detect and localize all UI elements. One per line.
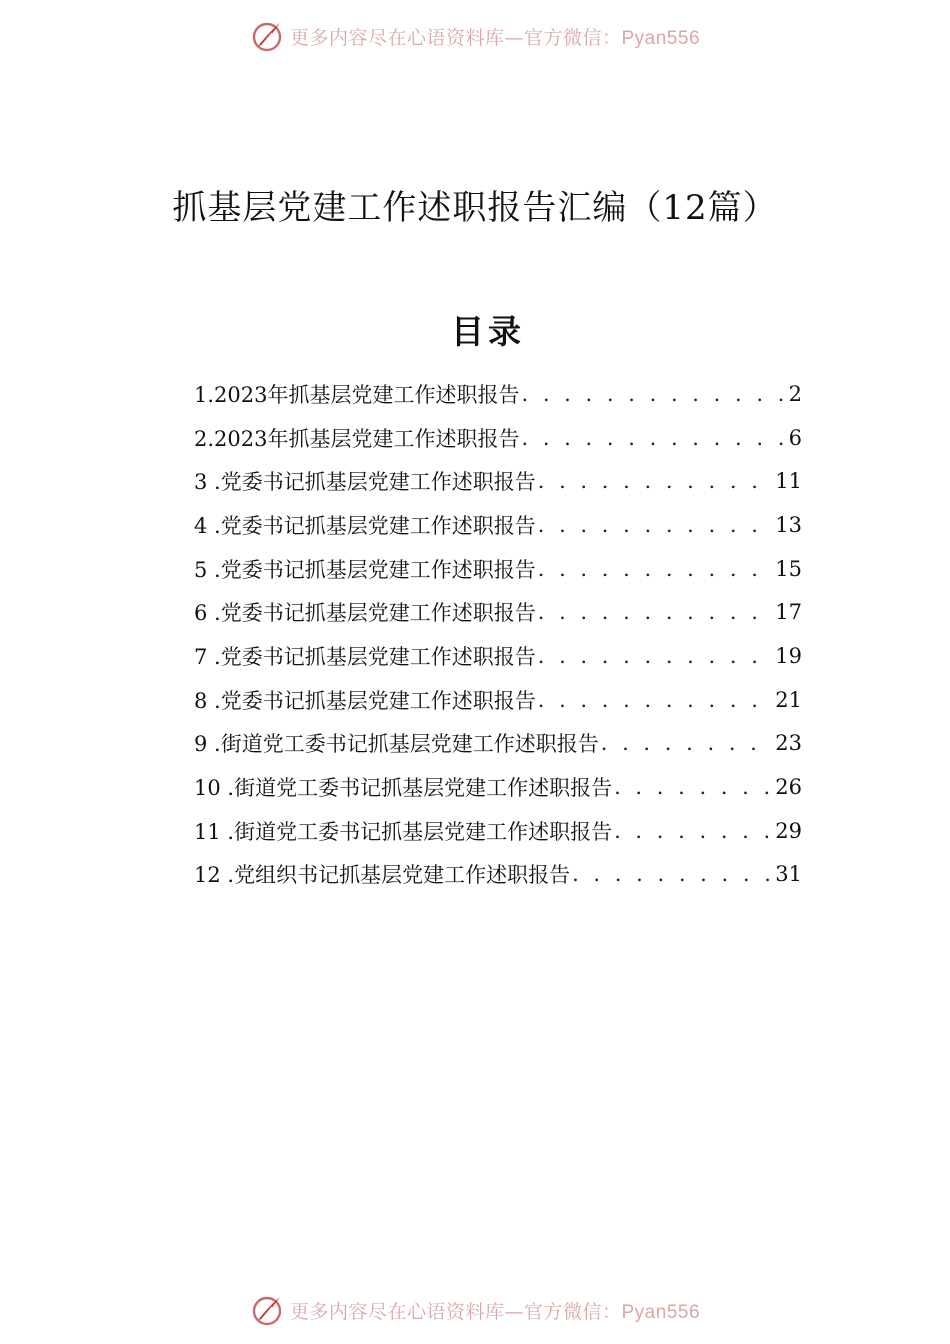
toc-entry-page: 11 — [775, 469, 802, 494]
watermark-wechat-id: Pyan556 — [621, 1301, 701, 1323]
toc-entry[interactable] — [194, 372, 802, 416]
toc-entry-title: 11 .街道党工委书记抓基层党建工作述职报告 — [194, 819, 613, 844]
toc-entry[interactable] — [194, 416, 802, 460]
toc-entry-page: 2 — [788, 381, 802, 406]
toc-entry-title: 12 .党组织书记抓基层党建工作述职报告 — [194, 863, 571, 888]
toc-entry-title: 10 .街道党工委书记抓基层党建工作述职报告 — [194, 776, 613, 801]
toc-entry-title: 7 .党委书记抓基层党建工作述职报告 — [194, 644, 536, 669]
toc-entry-page: 15 — [775, 556, 802, 581]
toc-entry-page: 26 — [775, 775, 802, 800]
toc-entry[interactable] — [194, 590, 802, 634]
toc-entry-page: 13 — [775, 512, 802, 537]
toc-dot-leader — [538, 557, 772, 581]
toc-dot-leader — [538, 644, 772, 668]
toc-dot-leader — [538, 513, 772, 537]
footer-watermark — [0, 1290, 950, 1330]
watermark-wechat-label: 官方微信： — [523, 1300, 622, 1323]
toc-dot-leader — [538, 469, 772, 493]
toc-entry-title: 2.2023年抓基层党建工作述职报告 — [194, 426, 520, 451]
toc-entry[interactable] — [194, 853, 802, 897]
toc-entry-page: 19 — [775, 643, 802, 668]
toc-entry-page: 21 — [775, 687, 802, 712]
toc-entry[interactable] — [194, 809, 802, 853]
toc-entry[interactable] — [194, 722, 802, 766]
table-of-contents — [194, 372, 802, 896]
watermark-separator: — — [504, 1300, 524, 1323]
toc-entry[interactable] — [194, 547, 802, 591]
document-title: 抓基层党建工作述职报告汇编（12篇） — [172, 188, 778, 228]
header-watermark — [0, 16, 950, 56]
toc-entry[interactable] — [194, 459, 802, 503]
toc-entry[interactable] — [194, 503, 802, 547]
toc-dot-leader — [614, 819, 771, 843]
toc-dot-leader — [521, 426, 784, 450]
toc-entry-title: 9 .街道党工委书记抓基层党建工作述职报告 — [194, 732, 599, 757]
toc-entry-page: 23 — [775, 731, 802, 756]
watermark-wechat-id: Pyan556 — [621, 27, 701, 49]
toc-entry-page: 31 — [775, 862, 802, 887]
toc-entry[interactable] — [194, 765, 802, 809]
toc-entry-title: 8 .党委书记抓基层党建工作述职报告 — [194, 688, 536, 713]
watermark-text: 更多内容尽在心语资料库 — [289, 1300, 505, 1323]
toc-entry-title: 5 .党委书记抓基层党建工作述职报告 — [194, 557, 536, 582]
toc-entry[interactable] — [194, 678, 802, 722]
toc-dot-leader — [521, 382, 784, 406]
watermark-wechat-label: 官方微信： — [523, 26, 622, 49]
toc-dot-leader — [538, 600, 772, 624]
toc-entry-page: 6 — [788, 425, 802, 450]
toc-dot-leader — [572, 862, 771, 886]
toc-entry-title: 6 .党委书记抓基层党建工作述职报告 — [194, 601, 536, 626]
toc-dot-leader — [614, 775, 771, 799]
toc-entry[interactable] — [194, 634, 802, 678]
toc-entry-title: 3 .党委书记抓基层党建工作述职报告 — [194, 470, 536, 495]
toc-dot-leader — [538, 688, 772, 712]
toc-entry-page: 29 — [775, 818, 802, 843]
feather-seal-icon — [250, 1293, 284, 1327]
feather-seal-icon — [250, 19, 284, 53]
toc-entry-page: 17 — [775, 600, 802, 625]
watermark-text: 更多内容尽在心语资料库 — [289, 26, 505, 49]
toc-dot-leader — [601, 731, 772, 755]
watermark-separator: — — [504, 26, 524, 49]
toc-entry-title: 4 .党委书记抓基层党建工作述职报告 — [194, 513, 536, 538]
toc-entry-title: 1.2023年抓基层党建工作述职报告 — [194, 382, 520, 407]
toc-heading: 目录 — [451, 312, 525, 351]
